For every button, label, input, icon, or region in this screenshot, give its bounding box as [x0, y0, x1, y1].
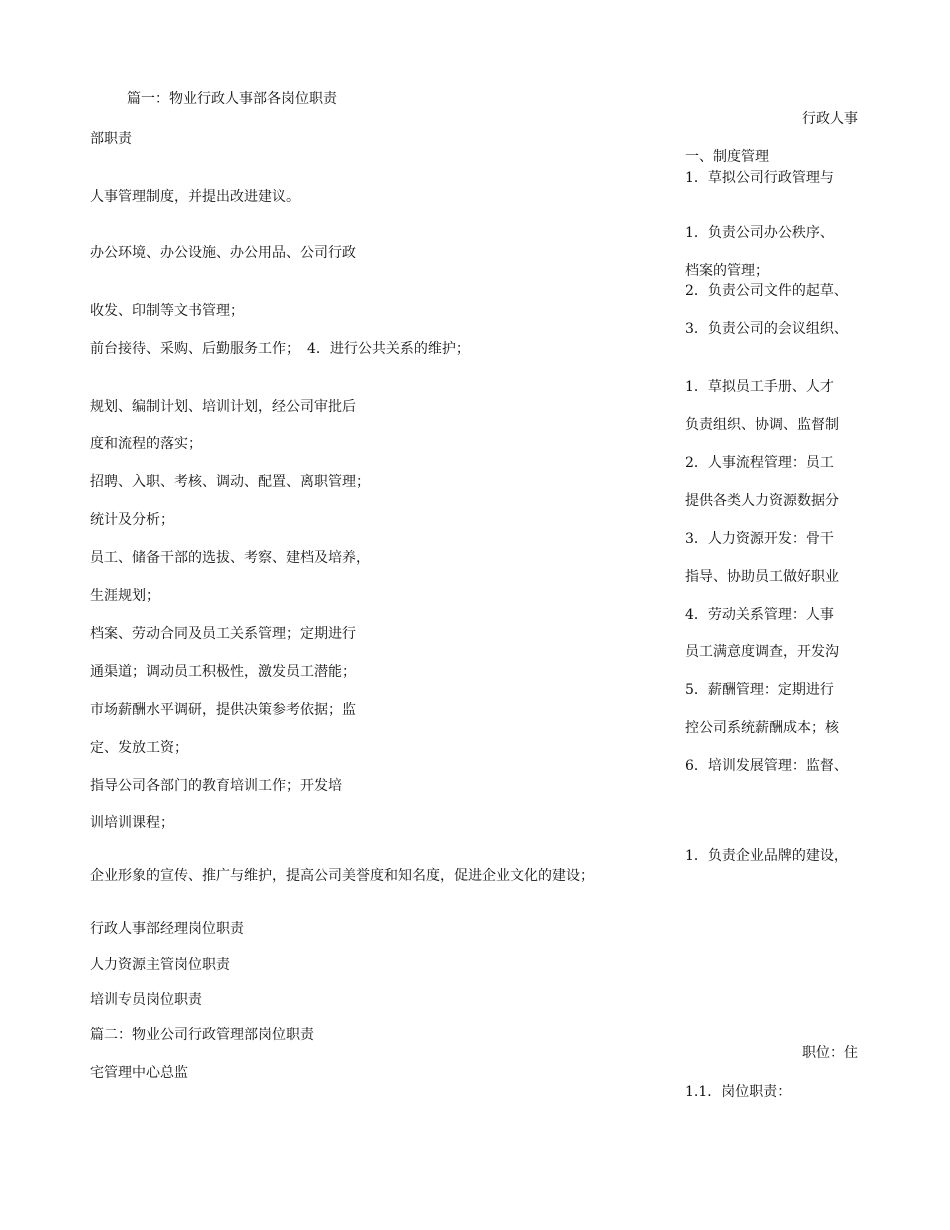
heading-line: 一、制度管理	[685, 149, 769, 165]
text-line: 1．负责公司办公秩序、	[685, 225, 834, 241]
text-line: 员工、储备干部的选拔、考察、建档及培养，	[90, 550, 370, 566]
text-line: 档案的管理；	[685, 263, 769, 279]
text-line: 5．薪酬管理：定期进行	[685, 682, 834, 698]
text-line: 6．培训发展管理：监督、	[685, 758, 848, 774]
text-line: 前台接待、采购、后勤服务工作； 4．进行公共关系的维护；	[90, 341, 470, 357]
text-line: 企业形象的宣传、推广与维护，提高公司美誉度和知名度，促进企业文化的建设；	[90, 868, 594, 884]
heading-line: 培训专员岗位职责	[90, 992, 202, 1008]
heading-line: 行政人事部经理岗位职责	[90, 921, 244, 937]
text-line: 统计及分析；	[90, 512, 174, 528]
section-title-2: 篇二：物业公司行政管理部岗位职责	[90, 1027, 314, 1043]
text-line: 负责组织、协调、监督制	[685, 417, 839, 433]
text-line: 定、发放工资；	[90, 740, 188, 756]
text-line: 通渠道；调动员工积极性，激发员工潜能；	[90, 664, 356, 680]
text-line: 度和流程的落实；	[90, 436, 202, 452]
text-line: 1.1．岗位职责：	[685, 1084, 792, 1100]
text-line: 档案、劳动合同及员工关系管理；定期进行	[90, 626, 356, 642]
text-line: 招聘、入职、考核、调动、配置、离职管理；	[90, 474, 370, 490]
text-line: 宅管理中心总监	[90, 1065, 188, 1081]
text-line: 1．负责企业品牌的建设，	[685, 848, 848, 864]
text-line: 市场薪酬水平调研，提供决策参考依据；监	[90, 702, 356, 718]
text-line: 提供各类人力资源数据分	[685, 493, 839, 509]
text-line: 指导公司各部门的教育培训工作；开发培	[90, 778, 342, 794]
text-line: 4．劳动关系管理：人事	[685, 607, 834, 623]
text-line: 行政人事	[802, 111, 858, 127]
text-line: 人事管理制度，并提出改进建议。	[90, 189, 300, 205]
text-line: 规划、编制计划、培训计划，经公司审批后	[90, 399, 356, 415]
text-line: 部职责	[90, 131, 132, 147]
text-line: 1．草拟员工手册、人才	[685, 379, 834, 395]
text-line: 2．人事流程管理：员工	[685, 455, 834, 471]
text-line: 指导、协助员工做好职业	[685, 569, 839, 585]
text-line: 训培训课程；	[90, 815, 174, 831]
text-line: 生涯规划；	[90, 588, 160, 604]
text-line: 1．草拟公司行政管理与	[685, 170, 834, 186]
text-line: 3．人力资源开发：骨干	[685, 531, 834, 547]
text-line: 3．负责公司的会议组织、	[685, 321, 848, 337]
text-line: 员工满意度调查，开发沟	[685, 644, 839, 660]
heading-line: 人力资源主管岗位职责	[90, 957, 230, 973]
section-title-1: 篇一：物业行政人事部各岗位职责	[127, 91, 337, 107]
text-line: 办公环境、办公设施、办公用品、公司行政	[90, 245, 356, 261]
text-line: 控公司系统薪酬成本；核	[685, 720, 839, 736]
text-line: 职位：住	[802, 1045, 858, 1061]
text-line: 2．负责公司文件的起草、	[685, 283, 848, 299]
text-line: 收发、印制等文书管理；	[90, 303, 244, 319]
